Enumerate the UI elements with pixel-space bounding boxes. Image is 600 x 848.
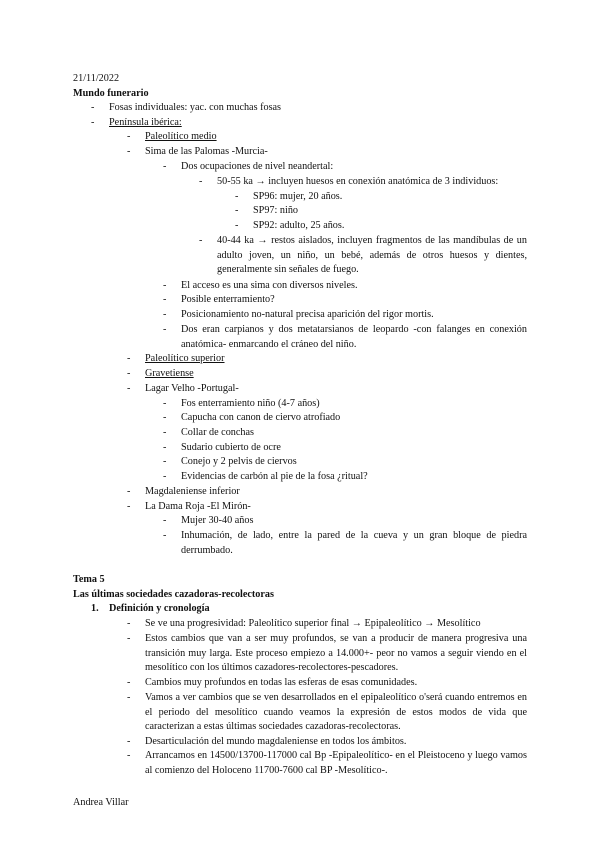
bullet: - <box>163 412 167 423</box>
list-item: Evidencias de carbón al pie de la fosa ¿ritual? <box>181 471 368 482</box>
list-item: 40-44 ka → restos aislados, incluyen fragmentos de las mandíbulas de un adulto joven, un niño, un bebé, además de otros huesos y dientes, generalmente sin señales de fuego. <box>217 235 527 276</box>
bullet: - <box>163 471 167 482</box>
bullet: - <box>163 515 167 526</box>
list-item: Sudario cubierto de ocre <box>181 442 281 453</box>
list-item: Collar de conchas <box>181 427 254 438</box>
bullet: - <box>199 235 203 246</box>
bullet: - <box>127 353 131 364</box>
list-item: Inhumación, de lado, entre la pared de la cueva y un gran bloque de piedra derrumbado. <box>181 530 527 556</box>
list-item: El acceso es una sima con diversos niveles. <box>181 280 358 291</box>
bullet: - <box>91 102 95 113</box>
bullet: - <box>163 161 167 172</box>
list-item: Se ve una progresividad: Paleolítico superior final → Epipaleolítico → Mesolítico <box>145 618 481 629</box>
list-item: Capucha con canon de ciervo atrofiado <box>181 412 341 423</box>
bullet: - <box>163 456 167 467</box>
list-item: Fos enterramiento niño (4-7 años) <box>181 398 320 409</box>
list-item: 50-55 ka → incluyen huesos en conexión anatómica de 3 individuos: <box>217 176 499 187</box>
bullet: - <box>127 486 131 497</box>
list-item: SP92: adulto, 25 años. <box>253 220 345 231</box>
list-item: Lagar Velho -Portugal- <box>145 383 239 394</box>
list-item: SP97: niño <box>253 205 299 216</box>
bullet: - <box>127 618 131 629</box>
list-item: Posible enterramiento? <box>181 294 275 305</box>
list-item: Paleolítico superior <box>145 353 225 364</box>
bullet: - <box>199 176 203 187</box>
bullet: - <box>163 427 167 438</box>
list-item: Estos cambios que van a ser muy profundos, se van a producir de manera progresiva una transición muy larga. Este proceso empiezo a 14.000+- peor no vamos a seguir viendo en el mesolítico con los últimos cazadores-recolectores-pescadores. <box>145 633 527 674</box>
list-item: SP96: mujer, 20 años. <box>253 191 343 202</box>
bullet: - <box>127 677 131 688</box>
bullet: - <box>235 220 239 231</box>
bullet: - <box>91 117 95 128</box>
bullet: - <box>163 442 167 453</box>
list-item: Dos eran carpianos y dos metatarsianos de leopardo -con falanges en conexión anatómica- enmarcando el cráneo del niño. <box>181 324 527 350</box>
list-item: Cambios muy profundos en todas las esferas de esas comunidades. <box>145 677 418 688</box>
bullet: - <box>127 146 131 157</box>
bullet: - <box>235 205 239 216</box>
bullet: - <box>127 750 131 761</box>
bullet: - <box>127 692 131 703</box>
bullet: - <box>127 368 131 379</box>
list-item: Vamos a ver cambios que se ven desarrollados en el epipaleolítico o'será cuando entremos en el periodo del mesolítico cuando veamos la expresión de estos modos de vida que caracterizan a estas últimas sociedades cazadoras-recolectoras. <box>145 692 527 733</box>
list-item: Dos ocupaciones de nivel neandertal: <box>181 161 334 172</box>
list-item: Desarticulación del mundo magdaleniense en todos los ámbitos. <box>145 736 407 747</box>
list-item: Península ibérica: <box>109 117 182 128</box>
list-item: Paleolítico medio <box>145 131 217 142</box>
list-item: Arrancamos en 14500/13700-117000 cal Bp -Epipaleolítico- en el Pleistoceno y luego vamos al comienzo del Holoceno 11700-7600 cal BP -Mesolítico-. <box>145 750 527 776</box>
list-item: Mujer 30-40 años <box>181 515 254 526</box>
list-item: Conejo y 2 pelvis de ciervos <box>181 456 297 467</box>
list-item: La Dama Roja -El Mirón- <box>145 501 251 512</box>
bullet: - <box>127 501 131 512</box>
bullet: - <box>235 191 239 202</box>
bullet: - <box>127 131 131 142</box>
bullet: - <box>127 383 131 394</box>
list-item: Magdaleniense inferior <box>145 486 240 497</box>
list-item: Fosas individuales: yac. con muchas fosas <box>109 102 282 113</box>
section-title: Mundo funerario <box>73 88 149 99</box>
numbered-marker: 1. <box>91 603 99 614</box>
list-item: Gravetiense <box>145 368 194 379</box>
date: 21/11/2022 <box>73 73 120 84</box>
bullet: - <box>163 398 167 409</box>
bullet: - <box>127 633 131 644</box>
bullet: - <box>127 736 131 747</box>
bullet: - <box>163 324 167 335</box>
bullet: - <box>163 530 167 541</box>
bullet: - <box>163 280 167 291</box>
section-title: Las últimas sociedades cazadoras-recolectoras <box>73 589 274 600</box>
list-item: Posicionamiento no-natural precisa aparición del rigor mortis. <box>181 309 434 320</box>
bullet: - <box>163 309 167 320</box>
tema-heading: Tema 5 <box>73 574 105 585</box>
footer-author: Andrea Villar <box>73 797 129 808</box>
bullet: - <box>163 294 167 305</box>
list-item: Sima de las Palomas -Murcia- <box>145 146 268 157</box>
numbered-heading: Definición y cronología <box>109 603 210 614</box>
